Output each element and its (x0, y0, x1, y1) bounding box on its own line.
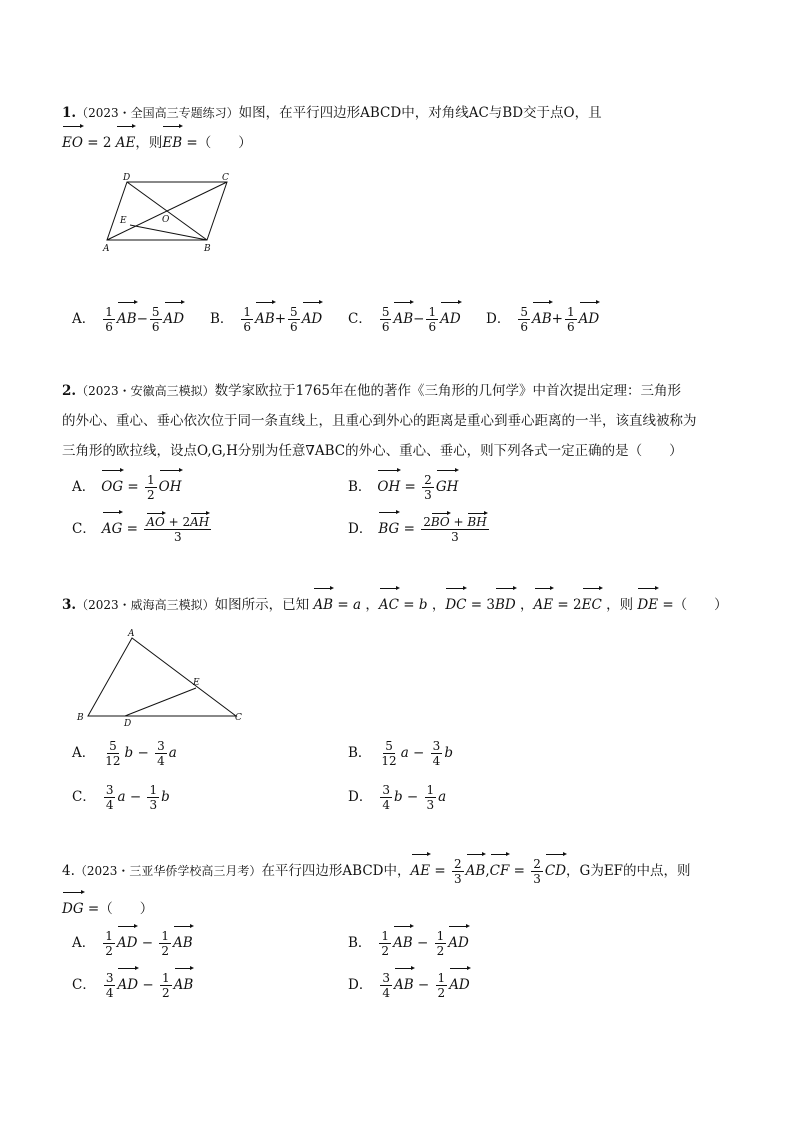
question-2: 2.（2023・安徽高三模拟）数学家欧拉于1765年在他的著作《三角形的几何学》中首次提出定理：三角形 (62, 383, 681, 399)
svg-text:B: B (77, 713, 84, 723)
question-3: 3.（2023・威海高三模拟）如图所示，已知 AB = a ，AC = b ，DC = 3BD ，AE = 2EC ，则 DE =（ ） (62, 590, 742, 620)
question-4-ask: DG =（ ） (62, 894, 742, 924)
question-number: 1. (62, 105, 77, 121)
vector-eo: EO (62, 128, 83, 158)
svg-text:D: D (124, 719, 132, 728)
label-o: O (162, 215, 170, 225)
label-c: C (222, 173, 229, 183)
q2-option-c[interactable]: C． AG = $\frac{AO + 2AH}{3}$ (72, 515, 210, 544)
q1-option-c[interactable]: C． $\frac{5}{6}$ AB− $\frac{1}{6}$ AD (348, 305, 461, 334)
q4-option-b[interactable]: B． $\frac{1}{2}$ AB − $\frac{1}{2}$ AD (348, 929, 469, 958)
q3-option-a[interactable]: A． $\frac{5}{12}$ b − $\frac{3}{4}$ a (72, 739, 177, 768)
q3-option-b[interactable]: B． $\frac{5}{12}$ a − $\frac{3}{4}$ b (348, 739, 453, 768)
parallelogram-figure (100, 170, 240, 256)
q2-option-d[interactable]: D． BG = $\frac{2BO + BH}{3}$ (348, 515, 487, 544)
vector-ae: AE (116, 128, 136, 158)
question-2-line2: 的外心、重心、垂心依次位于同一条直线上，且重心到外心的距离是重心到垂心距离的一半，该直线被称为 (62, 413, 697, 429)
q3-option-c[interactable]: C． $\frac{3}{4}$ a − $\frac{1}{3}$ b (72, 783, 170, 812)
label-d: D (123, 173, 131, 183)
q4-option-a[interactable]: A． $\frac{1}{2}$ AD − $\frac{1}{2}$ AB (72, 929, 193, 958)
q3-option-d[interactable]: D． $\frac{3}{4}$ b − $\frac{1}{3}$ a (348, 783, 447, 812)
q4-option-c[interactable]: C． $\frac{3}{4}$ AD − $\frac{1}{2}$ AB (72, 971, 194, 1000)
question-ask: =（ ） (186, 135, 252, 151)
triangle-figure (72, 628, 252, 728)
label-e: E (120, 216, 127, 226)
condition-text: = 2 (87, 135, 112, 151)
q2-option-b[interactable]: B． OH = $\frac{2}{3}$ GH (348, 473, 459, 502)
label-b: B (204, 244, 211, 254)
question-1-condition (62, 128, 742, 158)
question-4: 4.（2023・三亚华侨学校高三月考）在平行四边形ABCD中，AE = $\frac{2}{3}$ AB,CF = $\frac{2}{3}$ CD，G为EF的中点，则 (62, 857, 691, 886)
question-1 (62, 98, 742, 128)
q1-option-a[interactable]: A． $\frac{1}{6}$ AB− $\frac{5}{6}$ AD (72, 305, 185, 334)
label-a: A (103, 244, 110, 254)
question-source: （2023・全国高三专题练习） (76, 106, 239, 120)
svg-text:A: A (128, 629, 135, 639)
question-2-line3: 三角形的欧拉线，设点O,G,H分别为任意∇ABC的外心、重心、垂心，则下列各式一定正确的是（ ） (62, 443, 683, 459)
condition-tail: ，则 (135, 135, 163, 151)
q2-option-a[interactable]: A． OG = $\frac{1}{2}$ OH (72, 473, 182, 502)
q4-option-d[interactable]: D． $\frac{3}{4}$ AB − $\frac{1}{2}$ AD (348, 971, 470, 1000)
svg-text:E: E (193, 678, 200, 688)
q1-option-d[interactable]: D． $\frac{5}{6}$ AB+ $\frac{1}{6}$ AD (486, 305, 600, 334)
svg-text:C: C (235, 713, 242, 723)
question-text: 如图，在平行四边形ABCD中，对角线AC与BD交于点O，且 (238, 105, 602, 121)
q1-option-b[interactable]: B． $\frac{1}{6}$ AB+ $\frac{5}{6}$ AD (210, 305, 323, 334)
vector-eb: EB (162, 128, 182, 158)
